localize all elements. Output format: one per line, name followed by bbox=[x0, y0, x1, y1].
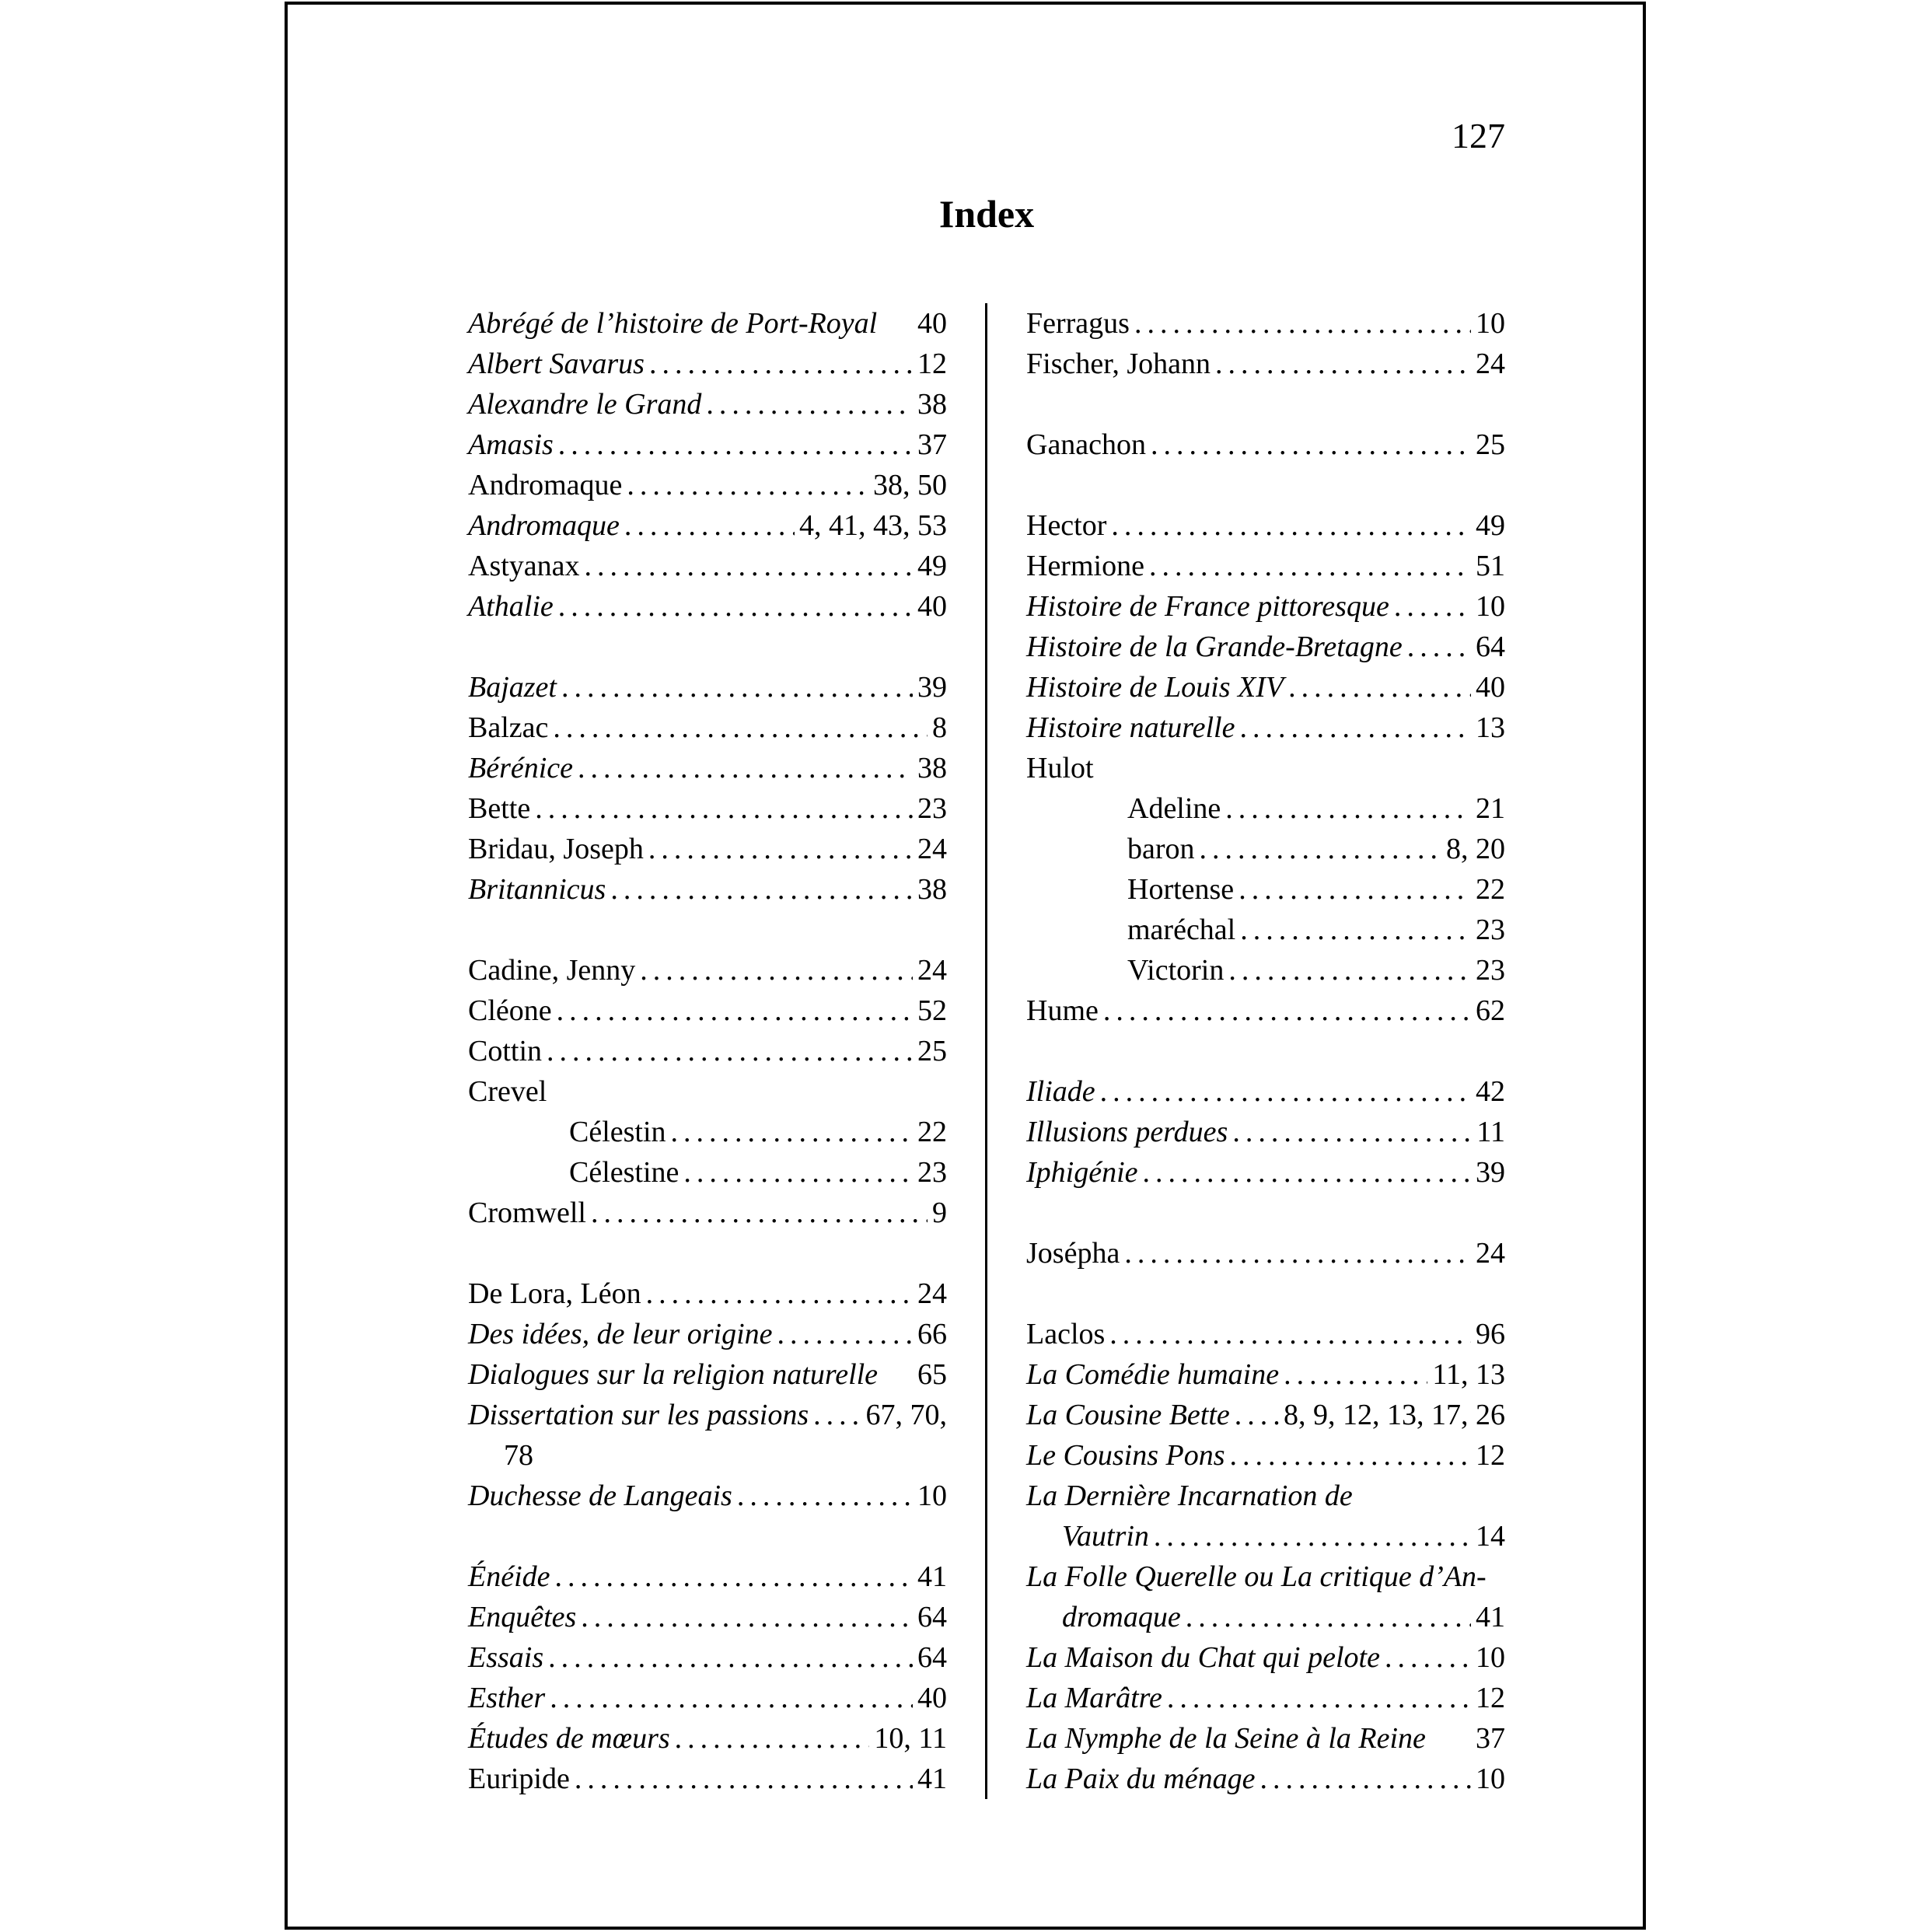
entry-page-numbers: 42 bbox=[1476, 1075, 1505, 1108]
dot-leader bbox=[1407, 627, 1471, 667]
entry-label: La Folle Querelle ou La critique d’An- bbox=[1026, 1560, 1487, 1593]
index-entry bbox=[468, 1314, 947, 1354]
entry-label: Bérénice bbox=[468, 752, 574, 784]
dot-leader bbox=[1100, 1071, 1471, 1112]
entry-label: baron bbox=[1127, 833, 1195, 865]
entry-page-numbers: 10, 11 bbox=[874, 1722, 947, 1755]
dot-leader bbox=[1229, 1435, 1471, 1476]
index-entry bbox=[1026, 788, 1505, 829]
entry-label: Balzac bbox=[468, 711, 549, 744]
dot-leader bbox=[1288, 667, 1471, 707]
index-entry bbox=[1026, 1071, 1505, 1112]
entry-label: dromaque bbox=[1062, 1601, 1181, 1633]
entry-page-numbers: 37 bbox=[917, 428, 947, 461]
entry-page-numbers: 12 bbox=[1476, 1439, 1505, 1472]
entry-label: Esther bbox=[468, 1682, 546, 1714]
entry-label: Célestin bbox=[569, 1116, 666, 1148]
dot-leader bbox=[1111, 505, 1471, 546]
index-entry bbox=[1026, 303, 1505, 344]
entry-label: La Maison du Chat qui pelote bbox=[1026, 1641, 1380, 1674]
entry-label: Crevel bbox=[468, 1075, 547, 1108]
dot-leader bbox=[535, 788, 913, 829]
entry-page-numbers: 24 bbox=[1476, 1237, 1505, 1270]
index-letter-group bbox=[468, 1556, 947, 1799]
entry-label: Alexandre le Grand bbox=[468, 388, 702, 421]
entry-page-numbers: 23 bbox=[917, 1156, 947, 1189]
dot-leader bbox=[581, 1597, 913, 1637]
index-entry bbox=[1026, 1556, 1505, 1597]
entry-label: Euripide bbox=[468, 1763, 570, 1795]
entry-label: Le Cousins Pons bbox=[1026, 1439, 1225, 1472]
index-entry bbox=[1026, 829, 1505, 869]
entry-label: Hector bbox=[1026, 509, 1107, 542]
index-entry bbox=[1026, 1597, 1505, 1637]
index-entry bbox=[468, 384, 947, 424]
entry-label: Cromwell bbox=[468, 1197, 586, 1229]
index-entry bbox=[468, 748, 947, 788]
index-letter-group bbox=[1026, 303, 1505, 384]
entry-page-numbers: 40 bbox=[917, 1682, 947, 1714]
entry-page-numbers: 10 bbox=[1476, 307, 1505, 340]
dot-leader bbox=[1284, 1354, 1427, 1395]
index-entry bbox=[468, 303, 947, 344]
entry-label: La Dernière Incarnation de bbox=[1026, 1480, 1353, 1512]
index-entry bbox=[468, 950, 947, 990]
entry-page-numbers: 14 bbox=[1476, 1520, 1505, 1553]
entry-page-numbers: 40 bbox=[917, 307, 947, 340]
entry-label: La Cousine Bette bbox=[1026, 1399, 1230, 1431]
book-page bbox=[285, 2, 1646, 1930]
dot-leader bbox=[1186, 1597, 1471, 1637]
index-letter-group bbox=[1026, 1071, 1505, 1193]
index-entry bbox=[1026, 1435, 1505, 1476]
entry-label: La Nymphe de la Seine à la Reine bbox=[1026, 1722, 1426, 1755]
entry-page-numbers: 38 bbox=[917, 388, 947, 421]
entry-label: Cadine, Jenny bbox=[468, 954, 636, 987]
index-entry bbox=[1026, 424, 1505, 465]
entry-label: Athalie bbox=[468, 590, 554, 623]
index-entry bbox=[468, 788, 947, 829]
index-entry bbox=[1026, 667, 1505, 707]
entry-label: Dissertation sur les passions bbox=[468, 1399, 809, 1431]
entry-label: Cléone bbox=[468, 994, 552, 1027]
index-entry bbox=[468, 869, 947, 910]
dot-leader bbox=[640, 950, 913, 990]
entry-label: maréchal bbox=[1127, 914, 1236, 946]
entry-page-numbers: 37 bbox=[1476, 1722, 1505, 1755]
index-entry bbox=[1026, 1112, 1505, 1152]
index-entry bbox=[468, 829, 947, 869]
entry-label: Laclos bbox=[1026, 1318, 1106, 1350]
index-entry bbox=[468, 1273, 947, 1314]
dot-leader bbox=[1143, 1152, 1471, 1193]
index-entry bbox=[1026, 627, 1505, 667]
index-entry bbox=[468, 1395, 947, 1435]
entry-page-numbers: 64 bbox=[917, 1641, 947, 1674]
dot-leader bbox=[627, 465, 868, 505]
dot-leader bbox=[1215, 344, 1471, 384]
dot-leader bbox=[1232, 1112, 1472, 1152]
index-letter-group bbox=[468, 667, 947, 910]
index-entry bbox=[468, 344, 947, 384]
entry-label: 78 bbox=[504, 1439, 533, 1472]
dot-leader bbox=[737, 1476, 913, 1516]
entry-page-numbers: 96 bbox=[1476, 1318, 1505, 1350]
entry-label: Duchesse de Langeais bbox=[468, 1480, 732, 1512]
entry-label: Enquêtes bbox=[468, 1601, 577, 1633]
entry-page-numbers: 41 bbox=[917, 1560, 947, 1593]
index-entry bbox=[1026, 1516, 1505, 1556]
dot-leader bbox=[624, 505, 795, 546]
entry-page-numbers: 10 bbox=[1476, 1763, 1505, 1795]
entry-page-numbers: 10 bbox=[1476, 590, 1505, 623]
entry-page-numbers: 22 bbox=[917, 1116, 947, 1148]
entry-page-numbers: 11 bbox=[1476, 1116, 1505, 1148]
entry-label: La Comédie humaine bbox=[1026, 1358, 1280, 1391]
entry-page-numbers: 23 bbox=[1476, 954, 1505, 987]
index-entry bbox=[1026, 586, 1505, 627]
entry-page-numbers: 65 bbox=[917, 1358, 947, 1391]
entry-page-numbers: 49 bbox=[917, 550, 947, 582]
entry-page-numbers: 41 bbox=[1476, 1601, 1505, 1633]
entry-page-numbers: 52 bbox=[917, 994, 947, 1027]
entry-page-numbers: 66 bbox=[917, 1318, 947, 1350]
index-entry bbox=[468, 586, 947, 627]
index-entry bbox=[1026, 950, 1505, 990]
index-entry bbox=[468, 990, 947, 1031]
index-entry bbox=[468, 1759, 947, 1799]
dot-leader bbox=[1154, 1516, 1471, 1556]
index-entry bbox=[1026, 748, 1505, 788]
page-number: 127 bbox=[1452, 116, 1505, 155]
index-entry bbox=[468, 505, 947, 546]
index-entry bbox=[468, 1637, 947, 1678]
entry-page-numbers: 24 bbox=[917, 1277, 947, 1310]
entry-page-numbers: 12 bbox=[1476, 1682, 1505, 1714]
dot-leader bbox=[585, 546, 913, 586]
dot-leader bbox=[555, 1556, 913, 1597]
entry-page-numbers: 49 bbox=[1476, 509, 1505, 542]
dot-leader bbox=[1259, 1759, 1471, 1799]
dot-leader bbox=[578, 748, 913, 788]
entry-label: Des idées, de leur origine bbox=[468, 1318, 773, 1350]
index-entry bbox=[468, 1556, 947, 1597]
entry-page-numbers: 8, 9, 12, 13, 17, 26 bbox=[1284, 1399, 1505, 1431]
entry-page-numbers: 40 bbox=[1476, 671, 1505, 704]
index-entry bbox=[1026, 1678, 1505, 1718]
entry-page-numbers: 24 bbox=[917, 833, 947, 865]
index-letter-group bbox=[468, 303, 947, 627]
entry-label: De Lora, Léon bbox=[468, 1277, 641, 1310]
index-entry bbox=[1026, 1152, 1505, 1193]
entry-page-numbers: 39 bbox=[1476, 1156, 1505, 1189]
dot-leader bbox=[610, 869, 913, 910]
entry-page-numbers: 24 bbox=[1476, 348, 1505, 380]
entry-label: Célestine bbox=[569, 1156, 680, 1189]
entry-page-numbers: 24 bbox=[917, 954, 947, 987]
index-entry bbox=[468, 546, 947, 586]
entry-page-numbers: 4, 41, 43, 53 bbox=[799, 509, 947, 542]
entry-page-numbers: 22 bbox=[1476, 873, 1505, 906]
entry-label: Illusions perdues bbox=[1026, 1116, 1228, 1148]
entry-page-numbers: 41 bbox=[917, 1763, 947, 1795]
entry-label: Études de mœurs bbox=[468, 1722, 670, 1755]
index-entry bbox=[468, 424, 947, 465]
entry-page-numbers: 64 bbox=[917, 1601, 947, 1633]
entry-page-numbers: 11, 13 bbox=[1432, 1358, 1505, 1391]
index-columns bbox=[468, 303, 1505, 1799]
dot-leader bbox=[671, 1112, 913, 1152]
entry-label: Ferragus bbox=[1026, 307, 1130, 340]
dot-leader bbox=[553, 707, 928, 748]
dot-leader bbox=[1124, 1233, 1471, 1273]
index-letter-group bbox=[1026, 1314, 1505, 1799]
entry-label: Amasis bbox=[468, 428, 554, 461]
index-entry bbox=[1026, 344, 1505, 384]
index-column-left bbox=[468, 303, 947, 1799]
entry-label: Albert Savarus bbox=[468, 348, 645, 380]
dot-leader bbox=[1167, 1678, 1471, 1718]
entry-page-numbers: 25 bbox=[1476, 428, 1505, 461]
entry-label: Énéide bbox=[468, 1560, 550, 1593]
entry-page-numbers: 10 bbox=[917, 1480, 947, 1512]
entry-label: Iliade bbox=[1026, 1075, 1095, 1108]
entry-label: Bette bbox=[468, 792, 531, 825]
entry-page-numbers: 23 bbox=[1476, 914, 1505, 946]
dot-leader bbox=[649, 344, 913, 384]
entry-page-numbers: 38, 50 bbox=[873, 469, 947, 501]
index-entry bbox=[1026, 1476, 1505, 1516]
entry-label: Hume bbox=[1026, 994, 1099, 1027]
index-entry bbox=[468, 1718, 947, 1759]
dot-leader bbox=[561, 667, 913, 707]
entry-label: Victorin bbox=[1127, 954, 1225, 987]
index-entry bbox=[1026, 707, 1505, 748]
dot-leader bbox=[1151, 424, 1471, 465]
entry-page-numbers: 13 bbox=[1476, 711, 1505, 744]
dot-leader bbox=[558, 586, 913, 627]
dot-leader bbox=[706, 384, 913, 424]
entry-label: Vautrin bbox=[1062, 1520, 1149, 1553]
entry-page-numbers: 40 bbox=[917, 590, 947, 623]
index-entry bbox=[468, 1435, 947, 1476]
index-entry bbox=[468, 1354, 947, 1395]
index-letter-group bbox=[1026, 424, 1505, 465]
entry-label: Adeline bbox=[1127, 792, 1221, 825]
index-entry bbox=[1026, 546, 1505, 586]
entry-label: Histoire de France pittoresque bbox=[1026, 590, 1389, 623]
index-entry bbox=[1026, 1233, 1505, 1273]
entry-label: Bridau, Joseph bbox=[468, 833, 644, 865]
entry-page-numbers: 9 bbox=[932, 1197, 947, 1229]
entry-page-numbers: 62 bbox=[1476, 994, 1505, 1027]
index-entry bbox=[468, 1031, 947, 1071]
index-entry bbox=[468, 1476, 947, 1516]
dot-leader bbox=[675, 1718, 870, 1759]
dot-leader bbox=[646, 1273, 913, 1314]
dot-leader bbox=[683, 1152, 913, 1193]
index-entry bbox=[1026, 869, 1505, 910]
index-entry bbox=[468, 1193, 947, 1233]
index-letter-group bbox=[468, 1273, 947, 1516]
dot-leader bbox=[648, 829, 913, 869]
entry-label: Histoire naturelle bbox=[1026, 711, 1235, 744]
entry-label: Hulot bbox=[1026, 752, 1094, 784]
dot-leader bbox=[1239, 869, 1471, 910]
entry-page-numbers: 21 bbox=[1476, 792, 1505, 825]
entry-page-numbers: 51 bbox=[1476, 550, 1505, 582]
index-entry bbox=[468, 707, 947, 748]
index-letter-group bbox=[1026, 505, 1505, 1031]
dot-leader bbox=[591, 1193, 928, 1233]
dot-leader bbox=[550, 1678, 913, 1718]
entry-label: Fischer, Johann bbox=[1026, 348, 1211, 380]
entry-page-numbers: 39 bbox=[917, 671, 947, 704]
dot-leader bbox=[557, 990, 913, 1031]
entry-label: Ganachon bbox=[1026, 428, 1147, 461]
index-entry bbox=[1026, 1354, 1505, 1395]
index-entry bbox=[468, 667, 947, 707]
entry-label: Cottin bbox=[468, 1035, 543, 1067]
dot-leader bbox=[575, 1759, 913, 1799]
entry-label: Hermione bbox=[1026, 550, 1144, 582]
index-entry bbox=[468, 1112, 947, 1152]
dot-leader bbox=[1225, 788, 1471, 829]
entry-label: La Paix du ménage bbox=[1026, 1763, 1256, 1795]
index-letter-group bbox=[1026, 1233, 1505, 1273]
entry-label: Bajazet bbox=[468, 671, 557, 704]
entry-label: Hortense bbox=[1127, 873, 1235, 906]
entry-page-numbers: 8 bbox=[932, 711, 947, 744]
entry-label: Andromaque bbox=[468, 509, 620, 542]
index-entry bbox=[1026, 1718, 1505, 1759]
entry-label: Histoire de la Grande-Bretagne bbox=[1026, 631, 1403, 663]
index-entry bbox=[468, 1597, 947, 1637]
index-entry bbox=[1026, 910, 1505, 950]
dot-leader bbox=[1240, 910, 1471, 950]
index-entry bbox=[1026, 990, 1505, 1031]
dot-leader bbox=[1228, 950, 1471, 990]
entry-label: Iphigénie bbox=[1026, 1156, 1138, 1189]
entry-page-numbers: 25 bbox=[917, 1035, 947, 1067]
entry-label: Abrégé de l’histoire de Port-Royal bbox=[468, 307, 878, 340]
entry-label: La Marâtre bbox=[1026, 1682, 1162, 1714]
entry-label: Britannicus bbox=[468, 873, 606, 906]
index-entry bbox=[468, 1678, 947, 1718]
dot-leader bbox=[1134, 303, 1471, 344]
dot-leader bbox=[558, 424, 913, 465]
dot-leader bbox=[1200, 829, 1441, 869]
index-column-right bbox=[1026, 303, 1505, 1799]
dot-leader bbox=[548, 1637, 913, 1678]
index-entry bbox=[468, 1152, 947, 1193]
dot-leader bbox=[1149, 546, 1471, 586]
dot-leader bbox=[777, 1314, 913, 1354]
dot-leader bbox=[1385, 1637, 1471, 1678]
index-letter-group bbox=[468, 950, 947, 1233]
entry-page-numbers: 67, 70, bbox=[865, 1399, 947, 1431]
entry-page-numbers: 23 bbox=[917, 792, 947, 825]
entry-page-numbers: 38 bbox=[917, 873, 947, 906]
index-entry bbox=[1026, 1637, 1505, 1678]
entry-label: Essais bbox=[468, 1641, 544, 1674]
dot-leader bbox=[1109, 1314, 1471, 1354]
page-title: Index bbox=[938, 192, 1035, 236]
entry-page-numbers: 64 bbox=[1476, 631, 1505, 663]
entry-page-numbers: 38 bbox=[917, 752, 947, 784]
entry-label: Astyanax bbox=[468, 550, 580, 582]
dot-leader bbox=[1103, 990, 1471, 1031]
entry-label: Andromaque bbox=[468, 469, 623, 501]
index-entry bbox=[1026, 1395, 1505, 1435]
index-entry bbox=[468, 1071, 947, 1112]
dot-leader bbox=[813, 1395, 861, 1435]
dot-leader bbox=[547, 1031, 913, 1071]
index-entry bbox=[1026, 505, 1505, 546]
entry-page-numbers: 8, 20 bbox=[1446, 833, 1505, 865]
entry-page-numbers: 12 bbox=[917, 348, 947, 380]
dot-leader bbox=[1235, 1395, 1279, 1435]
dot-leader bbox=[1239, 707, 1471, 748]
index-entry bbox=[468, 465, 947, 505]
dot-leader bbox=[1394, 586, 1471, 627]
entry-label: Josépha bbox=[1026, 1237, 1120, 1270]
index-entry bbox=[1026, 1759, 1505, 1799]
index-entry bbox=[1026, 1314, 1505, 1354]
entry-label: Dialogues sur la religion naturelle bbox=[468, 1358, 879, 1391]
entry-page-numbers: 10 bbox=[1476, 1641, 1505, 1674]
entry-label: Histoire de Louis XIV bbox=[1026, 671, 1284, 704]
